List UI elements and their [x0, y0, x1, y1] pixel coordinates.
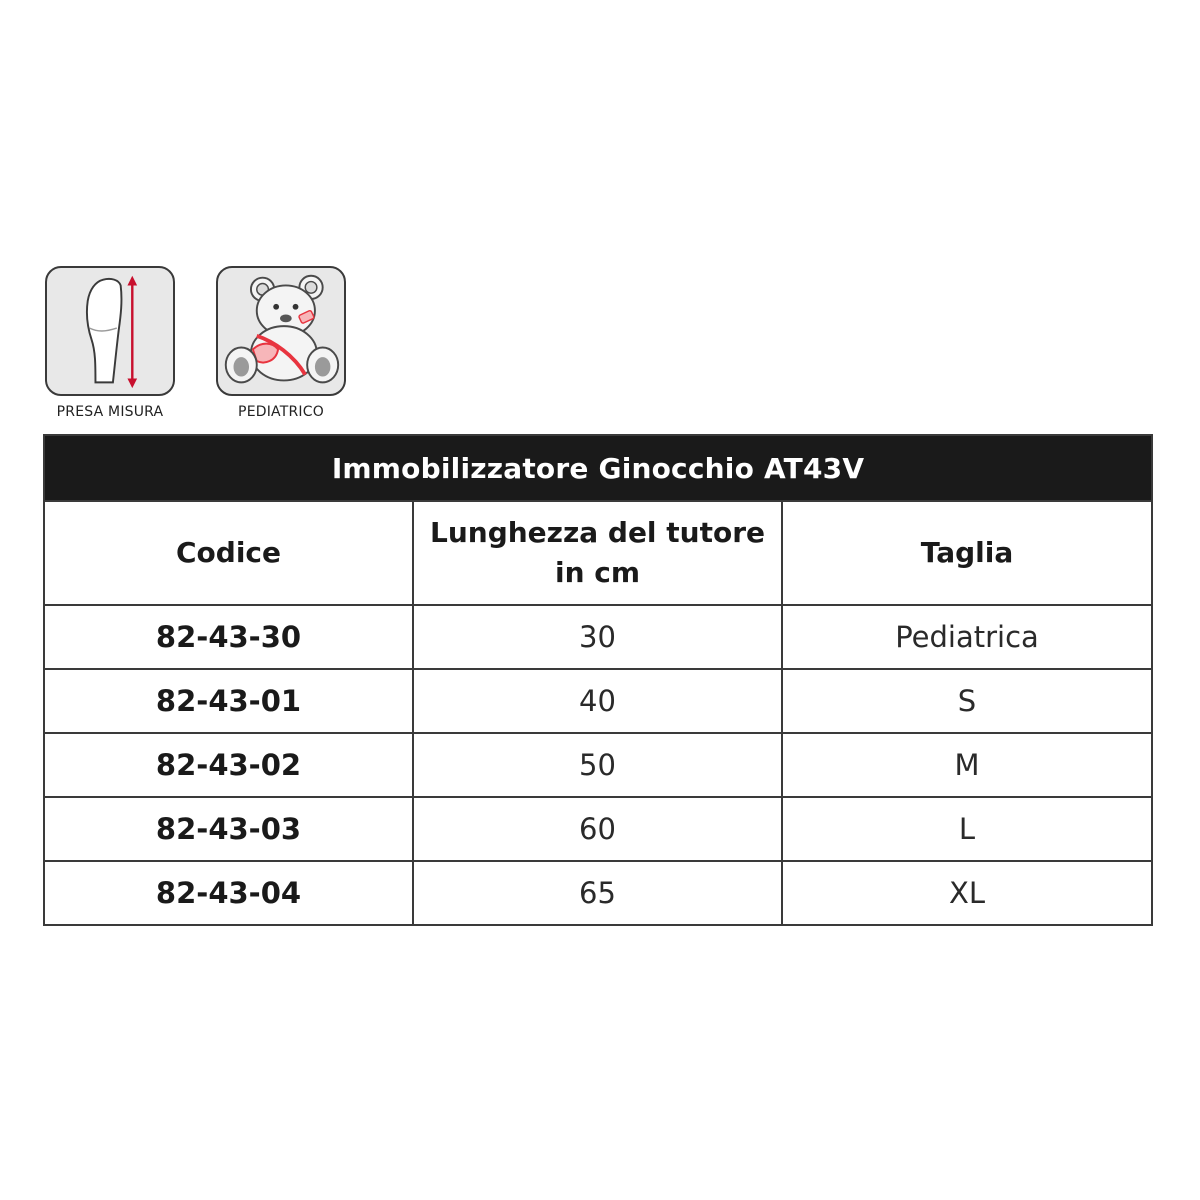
table-row [44, 733, 1152, 797]
header-length [413, 501, 782, 605]
measure-caption: PRESA MISURA [56, 404, 164, 420]
cell-size: XL [782, 861, 1152, 925]
cell-length: 40 [413, 669, 782, 733]
table-row [44, 669, 1152, 733]
measure-icon-card [45, 266, 175, 396]
cell-size: Pediatrica [782, 605, 1152, 669]
table-title-row [44, 435, 1152, 501]
table-row [44, 797, 1152, 861]
header-code: Codice [44, 501, 413, 605]
cell-size: S [782, 669, 1152, 733]
header-size: Taglia [782, 501, 1152, 605]
table-row [44, 605, 1152, 669]
teddy-bear-icon [218, 268, 344, 394]
cell-code: 82-43-04 [44, 861, 413, 925]
cell-size: M [782, 733, 1152, 797]
table-title: Immobilizzatore Ginocchio AT43V [44, 435, 1152, 501]
cell-length: 50 [413, 733, 782, 797]
cell-code: 82-43-03 [44, 797, 413, 861]
size-table [43, 434, 1153, 926]
header-length-line2: in cm [554, 556, 641, 589]
cell-length: 60 [413, 797, 782, 861]
table-row [44, 861, 1152, 925]
cell-size: L [782, 797, 1152, 861]
cell-length: 30 [413, 605, 782, 669]
table-header-row [44, 501, 1152, 605]
cell-code: 82-43-02 [44, 733, 413, 797]
pediatric-caption: PEDIATRICO [238, 404, 324, 420]
cell-code: 82-43-01 [44, 669, 413, 733]
header-length-line1: Lunghezza del tutore [429, 516, 766, 549]
cell-code: 82-43-30 [44, 605, 413, 669]
pediatric-icon-card [216, 266, 346, 396]
cell-length: 65 [413, 861, 782, 925]
leg-measure-icon [47, 268, 173, 394]
